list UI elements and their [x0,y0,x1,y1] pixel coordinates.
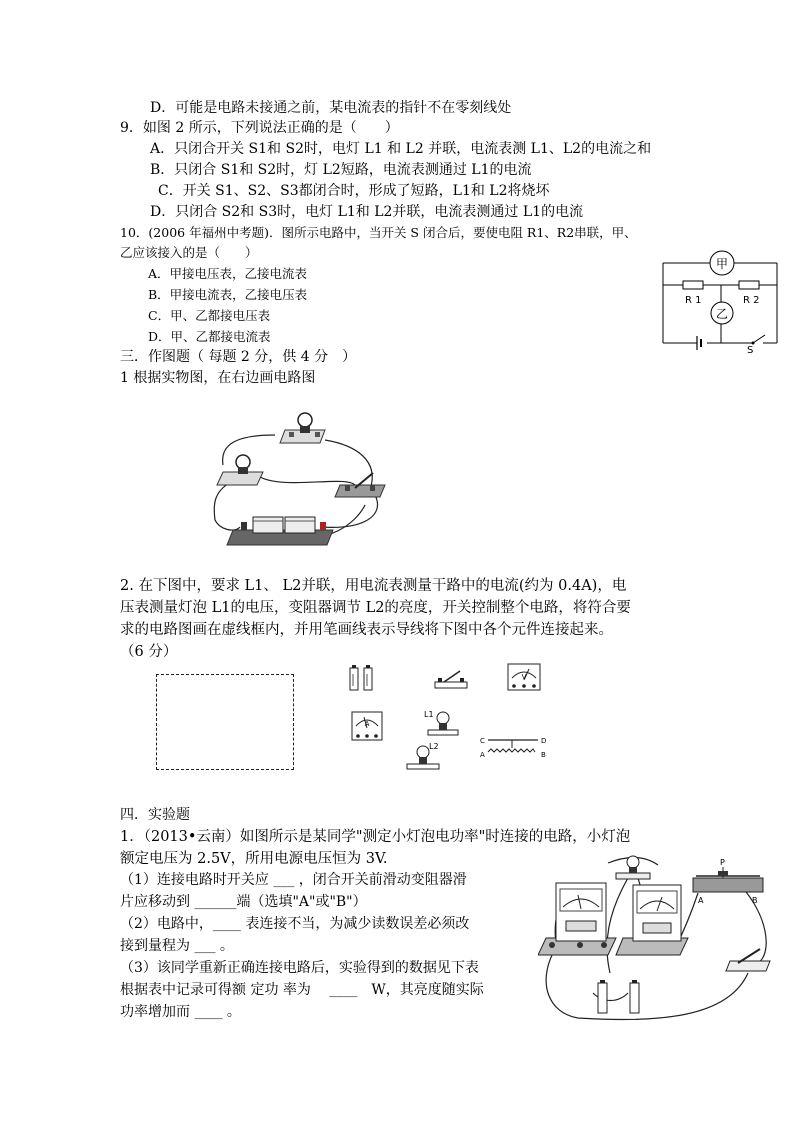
voltmeter-v-label: V [521,673,527,681]
rheostat-c-label: C [480,737,485,745]
q10-stem-line1: 10．(2006 年福州中考题)．图所示电路中，当开关 S 闭合后，要使电阻 R1、R2串联，甲、 [120,225,637,240]
sec4-part1-line1: （1）连接电路时开关应 ___ ，闭合开关前滑动变阻器滑 [120,872,467,888]
rheostat-a-label: A [480,751,485,759]
sec4-q1-line2: 额定电压为 2.5V，所用电源电压恒为 3V. [120,851,388,867]
rheostat-exp-a-label: A [698,896,704,905]
ammeter-icon [352,712,382,740]
q10-stem-line2: 乙应该接入的是（ ） [120,245,258,260]
rheostat-d-label: D [541,737,547,745]
lamp-l2-icon [407,742,439,769]
rheostat-icon [480,737,546,759]
q10-option-d: D．甲、乙都接电流表 [148,329,271,344]
rheostat-exp-b-label: B [752,896,758,905]
q9-option-a: A．只闭合开关 S1和 S2时，电灯 L1 和 L2 并联，电流表测 L1、L2的电流之和 [150,141,652,157]
experiment-switch [726,949,770,971]
battery-icon [350,665,372,690]
lamp-l1-label: L1 [424,710,434,719]
sec3-q2-line1: 2. 在下图中，要求 L1、 L2并联，用电流表测量干路中的电流(约为 0.4A)，电 [120,578,627,594]
q9-option-c: C．开关 S1、S2、S3都闭合时，形成了短路，L1和 L2将烧坏 [158,183,550,199]
rheostat-p-label: P [720,858,725,867]
sec3-q2-line4: （6 分） [120,644,178,660]
q10-circuit-diagram [655,247,785,355]
lamp-l1-icon [424,710,458,735]
q10-yi-label: 乙 [715,307,729,321]
q10-r1-label: R 1 [685,295,702,306]
sec3-q1-text: 1 根据实物图，在右边画电路图 [120,370,316,386]
components-figure [340,660,560,775]
q9-option-d: D．只闭合 S2和 S3时，电灯 L1和 L2并联，电流表测通过 L1的电流 [150,204,584,220]
q10-option-b: B．甲接电流表，乙接电压表 [148,287,308,302]
experiment-rheostat [693,858,763,905]
ammeter-a-label: A [364,720,370,728]
physical-circuit-image [205,405,390,555]
q10-option-c: C．甲、乙都接电压表 [148,308,271,323]
sec4-part2-line2: 接到量程为 ___ 。 [120,938,234,954]
sec3-q2-line3: 求的电路图画在虚线框内，并用笔画线表示导线将下图中各个元件连接起来。 [120,622,613,638]
sec4-part1-line2: 片应移动到 ______端（选填"A"或"B"） [120,894,367,910]
experiment-ammeter [538,883,616,955]
section4-title: 四．实验题 [120,807,190,823]
lamp-l2-label: L2 [429,742,439,751]
q9-option-b: B．只闭合 S1和 S2时，灯 L2短路，电流表测通过 L1的电流 [150,162,532,178]
voltmeter-icon [508,664,540,690]
sec3-q2-line2: 压表测量灯泡 L1的电压，变阻器调节 L2的亮度，开关控制整个电路，将符合要 [120,600,631,616]
sec4-part3-line2: 根据表中记录可得额 定功 率为 ____ W，其亮度随实际 [120,982,484,998]
q8-option-d: D．可能是电路未接通之前，某电流表的指针不在零刻线处 [150,100,512,116]
q10-option-a: A．甲接电压表，乙接电流表 [148,266,308,281]
q10-r2-label: R 2 [743,295,760,306]
sec4-q1-line1: 1．（2013•云南）如图所示是某同学"测定小灯泡电功率"时连接的电路，小灯泡 [120,829,631,845]
q10-s-label: S [747,345,754,355]
q10-jia-label: 甲 [715,257,729,271]
experiment-circuit-figure [538,853,778,1023]
section3-title: 三．作图题（ 每题 2 分，供 4 分 ） [120,349,357,365]
sec4-part3-line1: （3）该同学重新正确连接电路后，实验得到的数据见下表 [120,960,479,976]
answer-dashed-box [156,674,294,770]
sec4-part2-line1: （2）电路中，____ 表连接不当，为减少读数误差必须改 [120,916,470,932]
rheostat-b-label: B [541,751,546,759]
q9-stem: 9．如图 2 所示，下列说法正确的是（ ） [120,120,399,136]
experiment-voltmeter [616,885,688,955]
switch-icon [435,671,467,688]
sec4-part3-line3: 功率增加而 ____ 。 [120,1004,241,1020]
experiment-batteries [598,980,639,1013]
